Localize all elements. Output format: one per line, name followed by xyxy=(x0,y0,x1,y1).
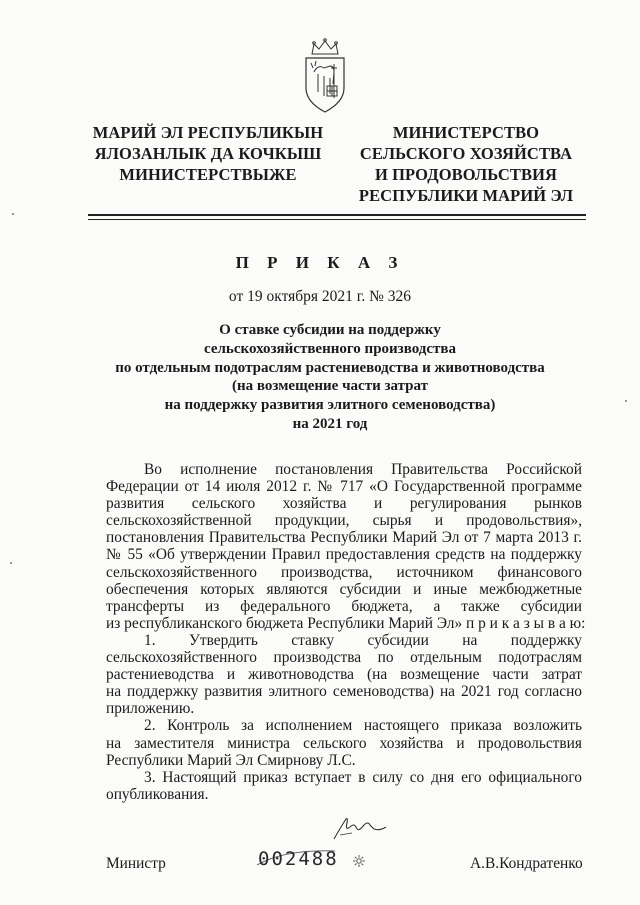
header-right-line: МИНИСТЕРСТВО xyxy=(392,123,540,142)
subject-line: сельскохозяйственного производства xyxy=(204,340,456,357)
subject-line: по отдельным подотраслям растениеводства и животноводства xyxy=(115,359,545,376)
body-line: трансферты из федерального бюджета, а также субсидии xyxy=(106,597,582,615)
document-subject xyxy=(80,321,580,434)
handwritten-signature xyxy=(330,815,390,843)
body-line: из республиканского бюджета Республики Марий Эл» п р и к а з ы в а ю: xyxy=(106,614,586,632)
header-left-line: ЯЛОЗАНЛЫК ДА КОЧКЫШ xyxy=(94,144,322,163)
coat-of-arms-icon xyxy=(300,36,350,116)
body-line: постановления Правительства Республики Марий Эл от 7 марта 2013 г. xyxy=(106,529,582,547)
body-line: приложению. xyxy=(106,700,195,718)
ornament-star-icon xyxy=(352,854,366,868)
body-line: 1. Утвердить ставку субсидии на поддержку xyxy=(144,631,582,649)
document-date-number: от 19 октября 2021 г. № 326 xyxy=(228,288,412,305)
header-divider-thick xyxy=(88,214,586,216)
body-line: на поддержку развития элитного семеноводства) на 2021 год согласно xyxy=(106,683,582,701)
document-title: П Р И К А З xyxy=(235,253,405,272)
body-line: сельскохозяйственного производства, источником финансового xyxy=(106,563,582,581)
body-line: № 55 «Об утверждении Правил предоставления средств на поддержку xyxy=(106,546,582,564)
body-line: развития сельского хозяйства и регулирования рынков xyxy=(106,495,582,513)
body-line: сельскохозяйственной продукции, сырья и продовольствия», xyxy=(106,512,582,530)
body-line: Во исполнение постановления Правительства Российской xyxy=(144,461,582,478)
header-russian-title xyxy=(350,122,582,206)
document-body xyxy=(106,461,586,803)
body-line: Республики Марий Эл Смирнову Л.С. xyxy=(106,751,356,769)
body-line: 3. Настоящий приказ вступает в силу со дня его официального xyxy=(144,768,582,786)
header-right-line: СЕЛЬСКОГО ХОЗЯЙСТВА xyxy=(359,144,573,163)
body-line: сельскохозяйственного производства по отдельным подотраслям xyxy=(106,649,582,667)
body-line: опубликования. xyxy=(106,785,209,803)
scan-speck xyxy=(625,400,627,402)
header-right-line: РЕСПУБЛИКИ МАРИЙ ЭЛ xyxy=(358,186,574,205)
scan-speck xyxy=(12,213,14,215)
body-line: растениеводства и животноводства (на возмещение части затрат xyxy=(106,666,582,684)
header-divider-thin xyxy=(88,219,586,220)
subject-line: (на возмещение части затрат xyxy=(232,378,428,395)
signatory-role: Министр xyxy=(106,855,166,872)
header-right-line: И ПРОДОВОЛЬСТВИЯ xyxy=(374,165,558,184)
subject-line: на поддержку развития элитного семеноводства) xyxy=(164,397,496,414)
header-mari-title xyxy=(92,122,324,185)
subject-line: О ставке субсидии на поддержку xyxy=(219,322,441,338)
body-line: 2. Контроль за исполнением настоящего приказа возложить xyxy=(144,717,582,735)
header-left-line: МИНИСТЕРСТВЫЖЕ xyxy=(119,165,297,184)
header-left-line: МАРИЙ ЭЛ РЕСПУБЛИКЫН xyxy=(92,123,324,142)
body-line: на заместителя министра сельского хозяйства и продовольствия xyxy=(106,734,582,752)
signatory-name: А.В.Кондратенко xyxy=(470,855,583,872)
body-line: обеспечения которых являются субсидии и иные межбюджетные xyxy=(106,580,582,598)
body-line: Федерации от 14 июля 2012 г. № 717 «О Государственной программе xyxy=(106,478,582,496)
subject-line: на 2021 год xyxy=(292,415,368,432)
stamp-number: 002488 xyxy=(258,848,339,870)
scan-speck xyxy=(10,562,12,564)
